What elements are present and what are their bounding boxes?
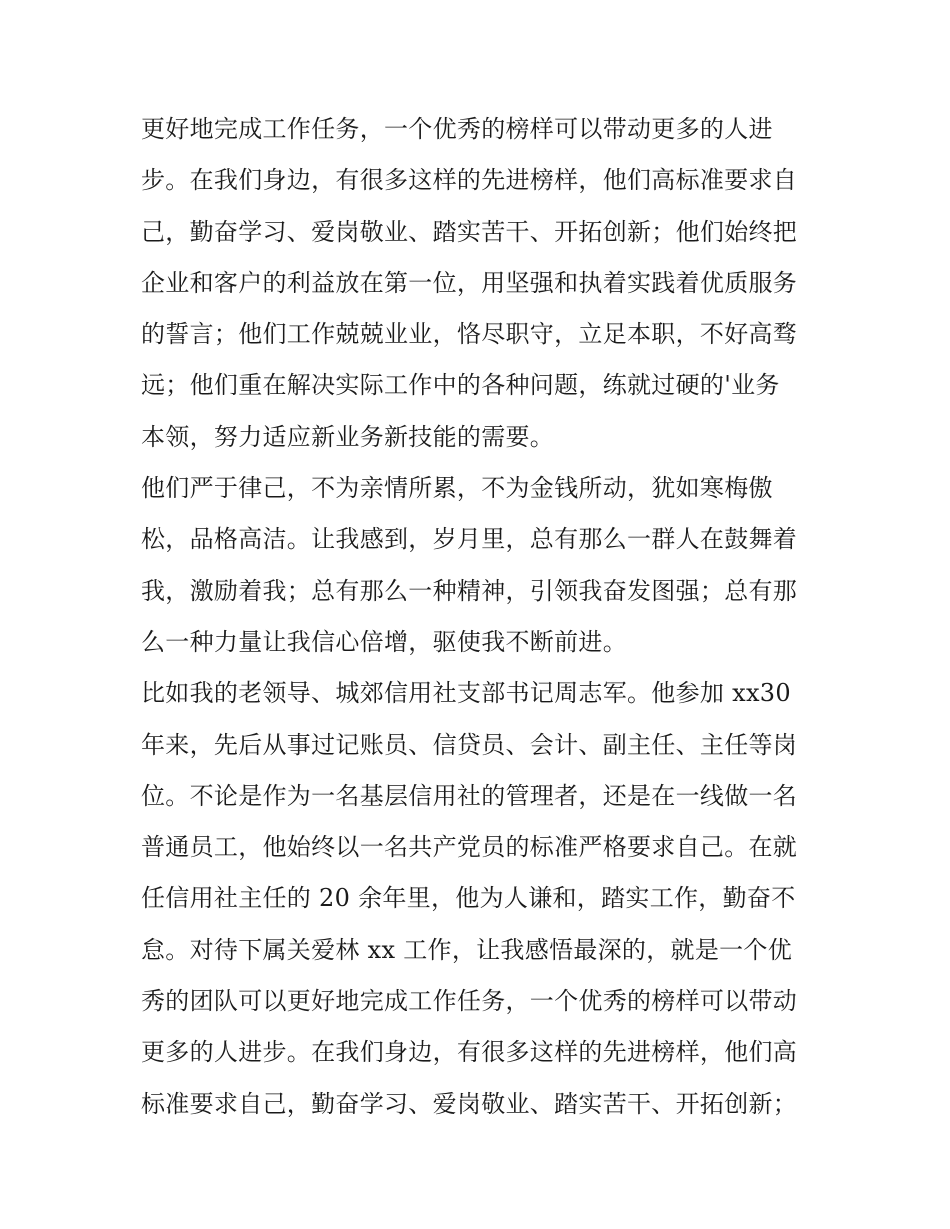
document-body [141,104,821,1130]
text-line: 任信用社主任的 20 余年里，他为人谦和，踏实工作，勤奋不 [141,884,796,913]
text-line: 比如我的老领导、城郊信用社支部书记周志军。他参加 xx30 [141,679,791,708]
text-line: 的誓言；他们工作兢兢业业，恪尽职守，立足本职，不好高骛 [141,320,798,349]
text-line: 远；他们重在解决实际工作中的各种问题，练就过硬的'业务 [141,371,780,400]
text-line: 己，勤奋学习、爱岗敬业、踏实苦干、开拓创新；他们始终把 [141,217,798,246]
text-line: 么一种力量让我信心倍增，驱使我不断前进。 [141,627,627,656]
text-line: 秀的团队可以更好地完成工作任务，一个优秀的榜样可以带动 [141,987,798,1016]
text-line: 我，激励着我；总有那么一种精神，引领我奋发图强；总有那 [141,576,798,605]
text-line: 标准要求自己，勤奋学习、爱岗敬业、踏实苦干、开拓创新； [141,1089,798,1118]
text-line: 他们严于律己，不为亲情所累，不为金钱所动，犹如寒梅傲 [141,474,773,503]
text-line: 步。在我们身边，有很多这样的先进榜样，他们高标准要求自 [141,166,798,195]
text-line: 怠。对待下属关爱林 xx 工作，让我感悟最深的，就是一个优 [141,935,793,964]
text-line: 松，品格高洁。让我感到，岁月里，总有那么一群人在鼓舞着 [141,525,798,554]
text-line: 本领，努力适应新业务新技能的需要。 [141,422,555,451]
text-line: 更多的人进步。在我们身边，有很多这样的先进榜样，他们高 [141,1038,798,1067]
text-line: 普通员工，他始终以一名共产党员的标准严格要求自己。在就 [141,833,798,862]
text-line: 更好地完成工作任务，一个优秀的榜样可以带动更多的人进 [141,115,773,143]
text-line: 位。不论是作为一名基层信用社的管理者，还是在一线做一名 [141,781,798,810]
text-line: 企业和客户的利益放在第一位，用坚强和执着实践着优质服务 [141,268,798,297]
text-line: 年来，先后从事过记账员、信贷员、会计、副主任、主任等岗 [141,730,798,759]
